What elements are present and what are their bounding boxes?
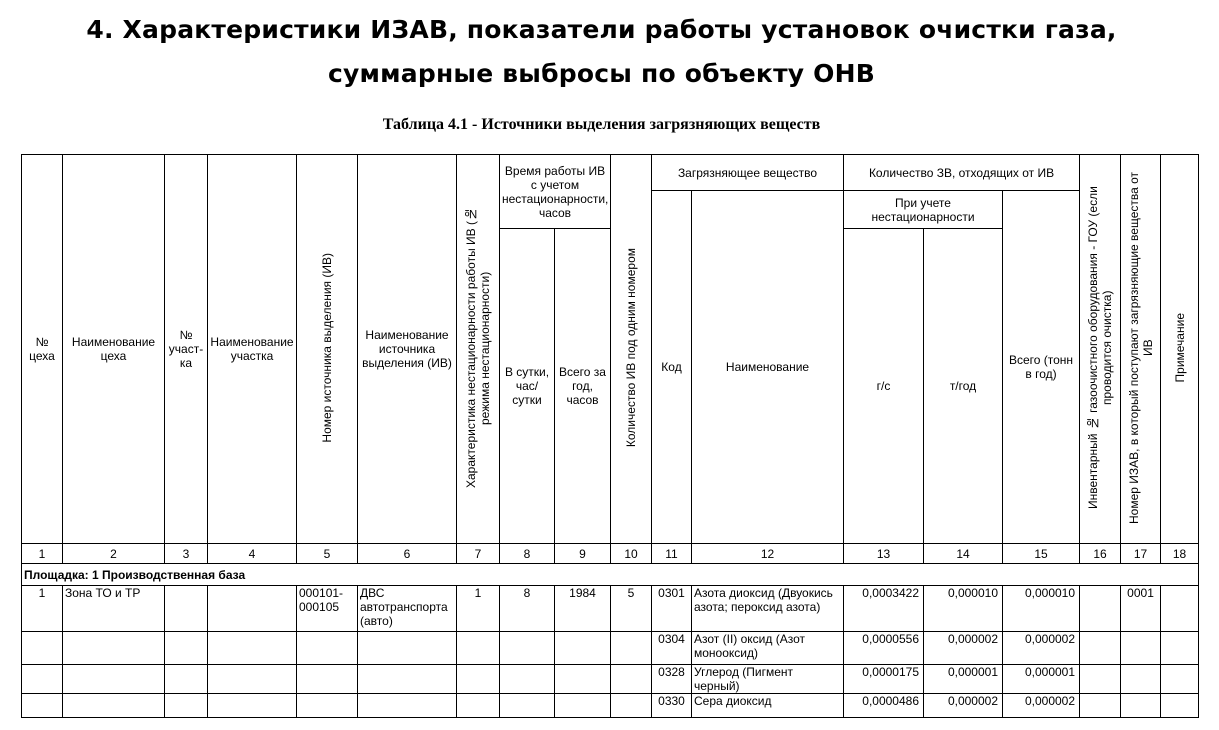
cell-pollutant-name: Азота диоксид (Двуокись азота; пероксид азота) <box>692 586 844 632</box>
cell-per-year: 1984 <box>555 586 611 632</box>
cell-code: 0304 <box>652 632 692 665</box>
column-number: 6 <box>358 544 457 564</box>
header-total: Всего (тонн в год) <box>1003 191 1080 544</box>
column-numbers-row <box>22 544 1199 564</box>
column-number: 16 <box>1080 544 1121 564</box>
header-nonstat-account: При учете нестационарности <box>844 191 1003 229</box>
column-number: 18 <box>1161 544 1199 564</box>
header-izav-cell <box>1121 155 1161 544</box>
table-row <box>22 665 1199 694</box>
cell-section-name <box>208 586 297 632</box>
cell-total: 0,000002 <box>1003 694 1080 718</box>
header-count-cell <box>611 155 652 544</box>
section-label: Площадка: 1 Производственная база <box>22 564 1199 586</box>
column-number: 10 <box>611 544 652 564</box>
column-number: 2 <box>63 544 165 564</box>
header-gou-cell <box>1080 155 1121 544</box>
cell-per-day: 8 <box>500 586 555 632</box>
cell-pollutant-name: Сера диоксид <box>692 694 844 718</box>
header-shop-name: Наименование цеха <box>63 155 165 544</box>
header-pollutant: Загрязняющее вещество <box>652 155 844 191</box>
header-per-day: В сутки, час/ сутки <box>500 229 555 544</box>
cell-pollutant-name: Углерод (Пигмент черный) <box>692 665 844 694</box>
header-source-no: Номер источника выделения (ИВ) <box>320 252 334 443</box>
header-izav: Номер ИЗАВ, в который поступают загрязняющие вещества от ИВ <box>1126 171 1155 524</box>
column-number: 1 <box>22 544 63 564</box>
cell-gs: 0,0003422 <box>844 586 924 632</box>
cell-note <box>1161 586 1199 632</box>
table-row <box>22 632 1199 665</box>
header-code: Код <box>652 191 692 544</box>
cell-izav: 0001 <box>1121 586 1161 632</box>
cell-gs: 0,0000175 <box>844 665 924 694</box>
cell-shop-no: 1 <box>22 586 63 632</box>
cell-tyear: 0,000002 <box>924 694 1003 718</box>
column-number: 11 <box>652 544 692 564</box>
column-number: 3 <box>165 544 208 564</box>
header-section-no: № участ- ка <box>165 155 208 544</box>
cell-code: 0301 <box>652 586 692 632</box>
section-row <box>22 564 1199 586</box>
cell-gs: 0,0000556 <box>844 632 924 665</box>
page-heading-line1: 4. Характеристики ИЗАВ, показатели работы установок очистки газа, <box>86 15 1117 44</box>
header-source-name: Наименование источника выделения (ИВ) <box>358 155 457 544</box>
column-number: 15 <box>1003 544 1080 564</box>
cell-source-no: 000101-000105 <box>297 586 358 632</box>
cell-code: 0328 <box>652 665 692 694</box>
cell-gs: 0,0000486 <box>844 694 924 718</box>
header-tyear: т/год <box>924 229 1003 544</box>
cell-source-name: ДВС автотранспорта (авто) <box>358 586 457 632</box>
header-work-time: Время работы ИВ с учетом нестационарности, часов <box>500 155 611 229</box>
cell-total: 0,000010 <box>1003 586 1080 632</box>
header-count: Количество ИВ под одним номером <box>624 247 638 448</box>
cell-tyear: 0,000002 <box>924 632 1003 665</box>
page-heading <box>0 8 1203 96</box>
header-gou: Инвентарный № газоочистного оборудования - ГОУ (если проводится очистка) <box>1086 186 1115 509</box>
header-gs: г/с <box>844 229 924 544</box>
table-row <box>22 694 1199 718</box>
cell-nonstat: 1 <box>457 586 500 632</box>
header-note: Примечание <box>1172 312 1187 383</box>
header-nonstat: Характеристика нестационарности работы ИВ (№ режима нестационарности) <box>464 207 492 488</box>
cell-code: 0330 <box>652 694 692 718</box>
header-section-name: Наименование участка <box>208 155 297 544</box>
sources-table <box>21 154 1199 718</box>
cell-total: 0,000001 <box>1003 665 1080 694</box>
column-number: 9 <box>555 544 611 564</box>
cell-section-no <box>165 586 208 632</box>
table-caption: Таблица 4.1 - Источники выделения загрязняющих веществ <box>382 116 821 133</box>
column-number: 5 <box>297 544 358 564</box>
cell-tyear: 0,000010 <box>924 586 1003 632</box>
header-shop-no: № цеха <box>22 155 63 544</box>
cell-shop-name: Зона ТО и ТР <box>63 586 165 632</box>
cell-count: 5 <box>611 586 652 632</box>
page-heading-line2: суммарные выбросы по объекту ОНВ <box>328 59 875 88</box>
header-quantity: Количество ЗВ, отходящих от ИВ <box>844 155 1080 191</box>
column-number: 7 <box>457 544 500 564</box>
cell-total: 0,000002 <box>1003 632 1080 665</box>
table-row <box>22 586 1199 632</box>
column-number: 4 <box>208 544 297 564</box>
header-nonstat-cell <box>457 155 500 544</box>
column-number: 13 <box>844 544 924 564</box>
cell-gou <box>1080 586 1121 632</box>
column-number: 8 <box>500 544 555 564</box>
cell-tyear: 0,000001 <box>924 665 1003 694</box>
header-note-cell <box>1161 155 1199 544</box>
header-name: Наименование <box>692 191 844 544</box>
column-number: 17 <box>1121 544 1161 564</box>
header-source-no-cell <box>297 155 358 544</box>
header-per-year: Всего за год, часов <box>555 229 611 544</box>
cell-pollutant-name: Азот (II) оксид (Азот монооксид) <box>692 632 844 665</box>
column-number: 14 <box>924 544 1003 564</box>
column-number: 12 <box>692 544 844 564</box>
